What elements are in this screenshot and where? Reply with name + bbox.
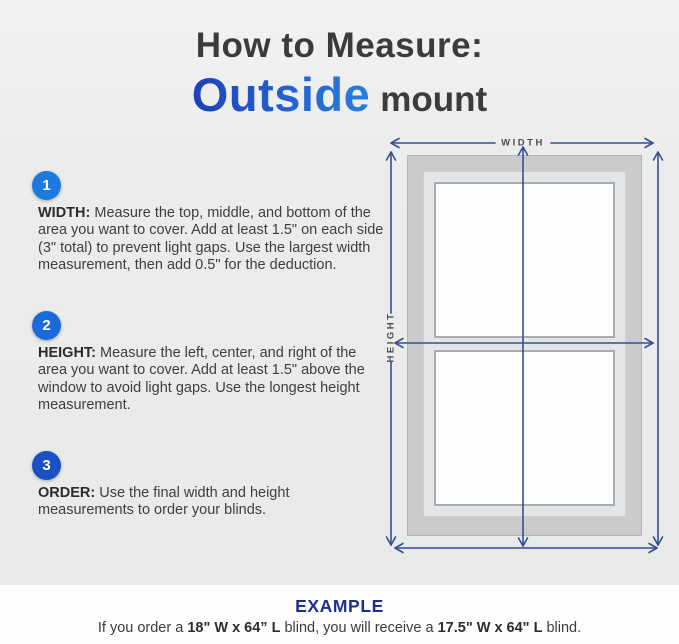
example-footer [0, 585, 679, 644]
step-1-lead: WIDTH: [38, 205, 91, 221]
step-2-badge: 2 [32, 311, 61, 340]
example-prefix: If you order a [97, 620, 188, 636]
example-received-size: 17.5" W x 64" L [437, 620, 543, 636]
step-2-lead: HEIGHT: [38, 345, 96, 361]
step-3-body: Use the final width and height measurements to order your blinds. [38, 485, 290, 519]
step-1-text [38, 205, 388, 274]
title-line-2 [0, 67, 679, 122]
example-heading: EXAMPLE [295, 596, 384, 616]
step-1-body: Measure the top, middle, and bottom of the area you want to cover. Add at least 1.5" on each side (3" total) to prevent light gaps. Use the largest width measurement, then add 0.5" for the deduction. [38, 205, 384, 273]
measurement-diagram [375, 130, 675, 600]
height-dimension-label: HEIGHT [385, 311, 397, 363]
page-title [0, 26, 679, 122]
title-line-1: How to Measure: [195, 26, 484, 65]
step-2-text [38, 345, 388, 414]
step-3-text [38, 485, 388, 520]
step-1-badge: 1 [32, 171, 61, 200]
width-dimension-label: WIDTH [501, 137, 545, 149]
example-middle: blind, you will receive a [280, 620, 438, 636]
step-3-lead: ORDER: [38, 485, 96, 501]
measurement-arrows-svg [375, 130, 675, 600]
title-accent-outside: Outside [191, 68, 371, 121]
step-2-body: Measure the left, center, and right of the area you want to cover. Add at least 1.5" above the window to avoid light gaps. Use the longest height measurement. [38, 345, 365, 413]
example-sentence [0, 620, 679, 636]
example-suffix: blind. [542, 620, 582, 636]
example-ordered-size: 18" W x 64” L [187, 620, 281, 636]
title-rest-mount: mount [380, 80, 488, 119]
step-3-badge: 3 [32, 451, 61, 480]
